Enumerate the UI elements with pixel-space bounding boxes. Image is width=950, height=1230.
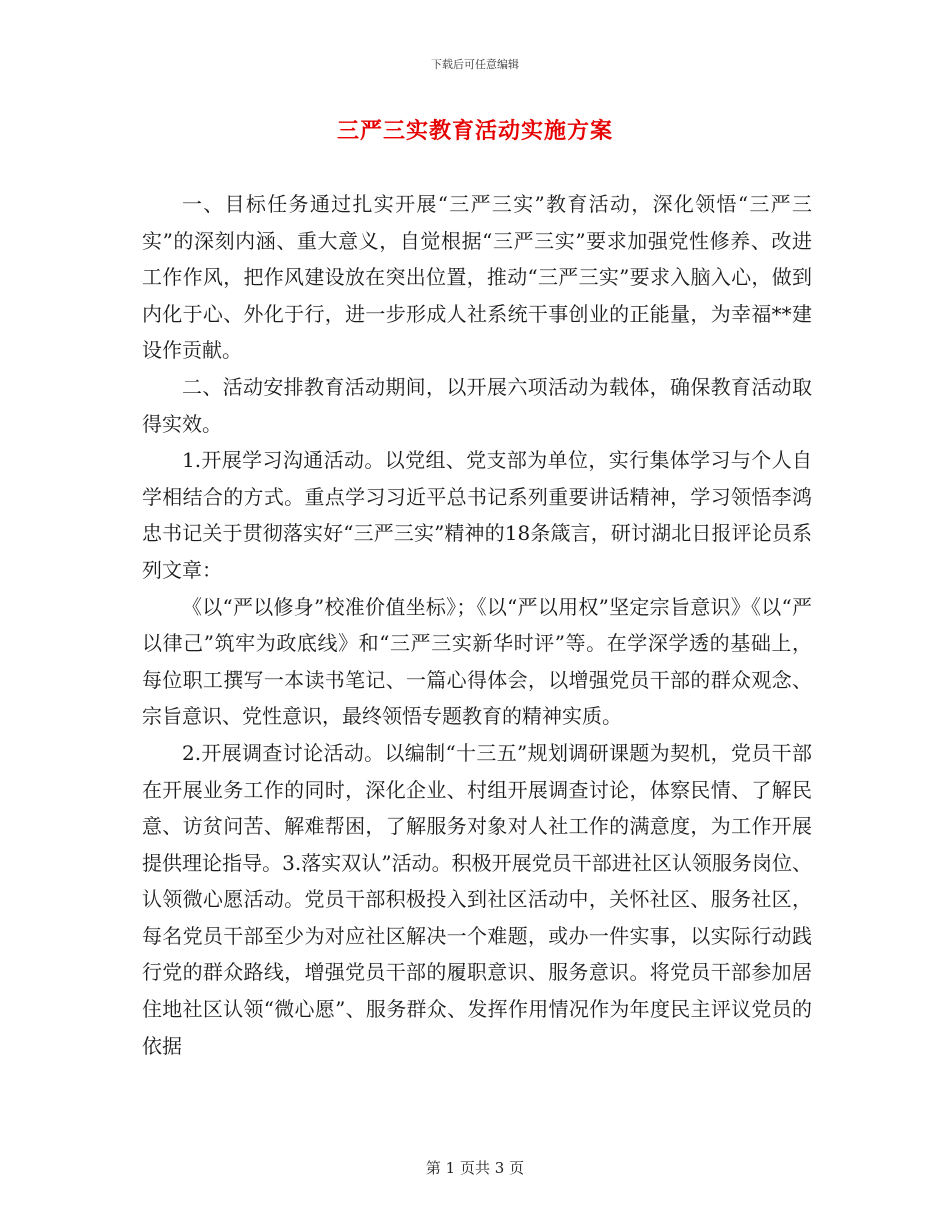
paragraph-activity-arrangement: 二、活动安排教育活动期间，以开展六项活动为载体，确保教育活动取得实效。 [142,374,812,436]
document-title: 三严三实教育活动实施方案 [336,118,613,144]
paragraph-study-exchange: 1.开展学习沟通活动。以党组、党支部为单位，实行集体学习与个人自学相结合的方式。重点学习习近平总书记系列重要讲话精神，学习领悟李鸿忠书记关于贯彻落实好“三严三实”精神的18条箴言，研讨湖北日报评论员系列文章： [142,448,812,582]
paragraph-research-discussion: 2.开展调查讨论活动。以编制“十三五”规划调研课题为契机，党员干部在开展业务工作的同时，深化企业、村组开展调查讨论，体察民情、了解民意、访贫问苦、解难帮困，了解服务对象对人社工作的满意度，为工作开展提供理论指导。3.落实双认”活动。积极开展党员干部进社区认领服务岗位、认领微心愿活动。党员干部积极投入到社区活动中，关怀社区、服务社区，每名党员干部至少为对应社区解决一个难题，或办一件实事，以实际行动践行党的群众路线，增强党员干部的履职意识、服务意识。将党员干部参加居住地社区认领“微心愿”、服务群众、发挥作用情况作为年度民主评议党员的依据 [142,740,812,1058]
document-body [142,186,812,1064]
paragraph-objectives: 一、目标任务通过扎实开展“三严三实”教育活动，深化领悟“三严三实”的深刻内涵、重大意义，自觉根据“三严三实”要求加强党性修养、改进工作作风，把作风建设放在突出位置，推动“三严三实”要求入脑入心，做到内化于心、外化于行，进一步形成人社系统干事创业的正能量，为幸福**建设作贡献。 [142,192,812,363]
header-note: 下载后可任意编辑 [431,58,519,71]
page-number-footer: 第 1 页共 3 页 [425,1159,525,1177]
paragraph-article-list: 《以“严以修身”校准价值坐标》；《以“严以用权”坚定宗旨意识》《以“严以律己”筑牢为政底线》和“三严三实新华时评”等。在学深学透的基础上，每位职工撰写一本读书笔记、一篇心得体会，以增强党员干部的群众观念、宗旨意识、党性意识，最终领悟专题教育的精神实质。 [142,594,812,729]
